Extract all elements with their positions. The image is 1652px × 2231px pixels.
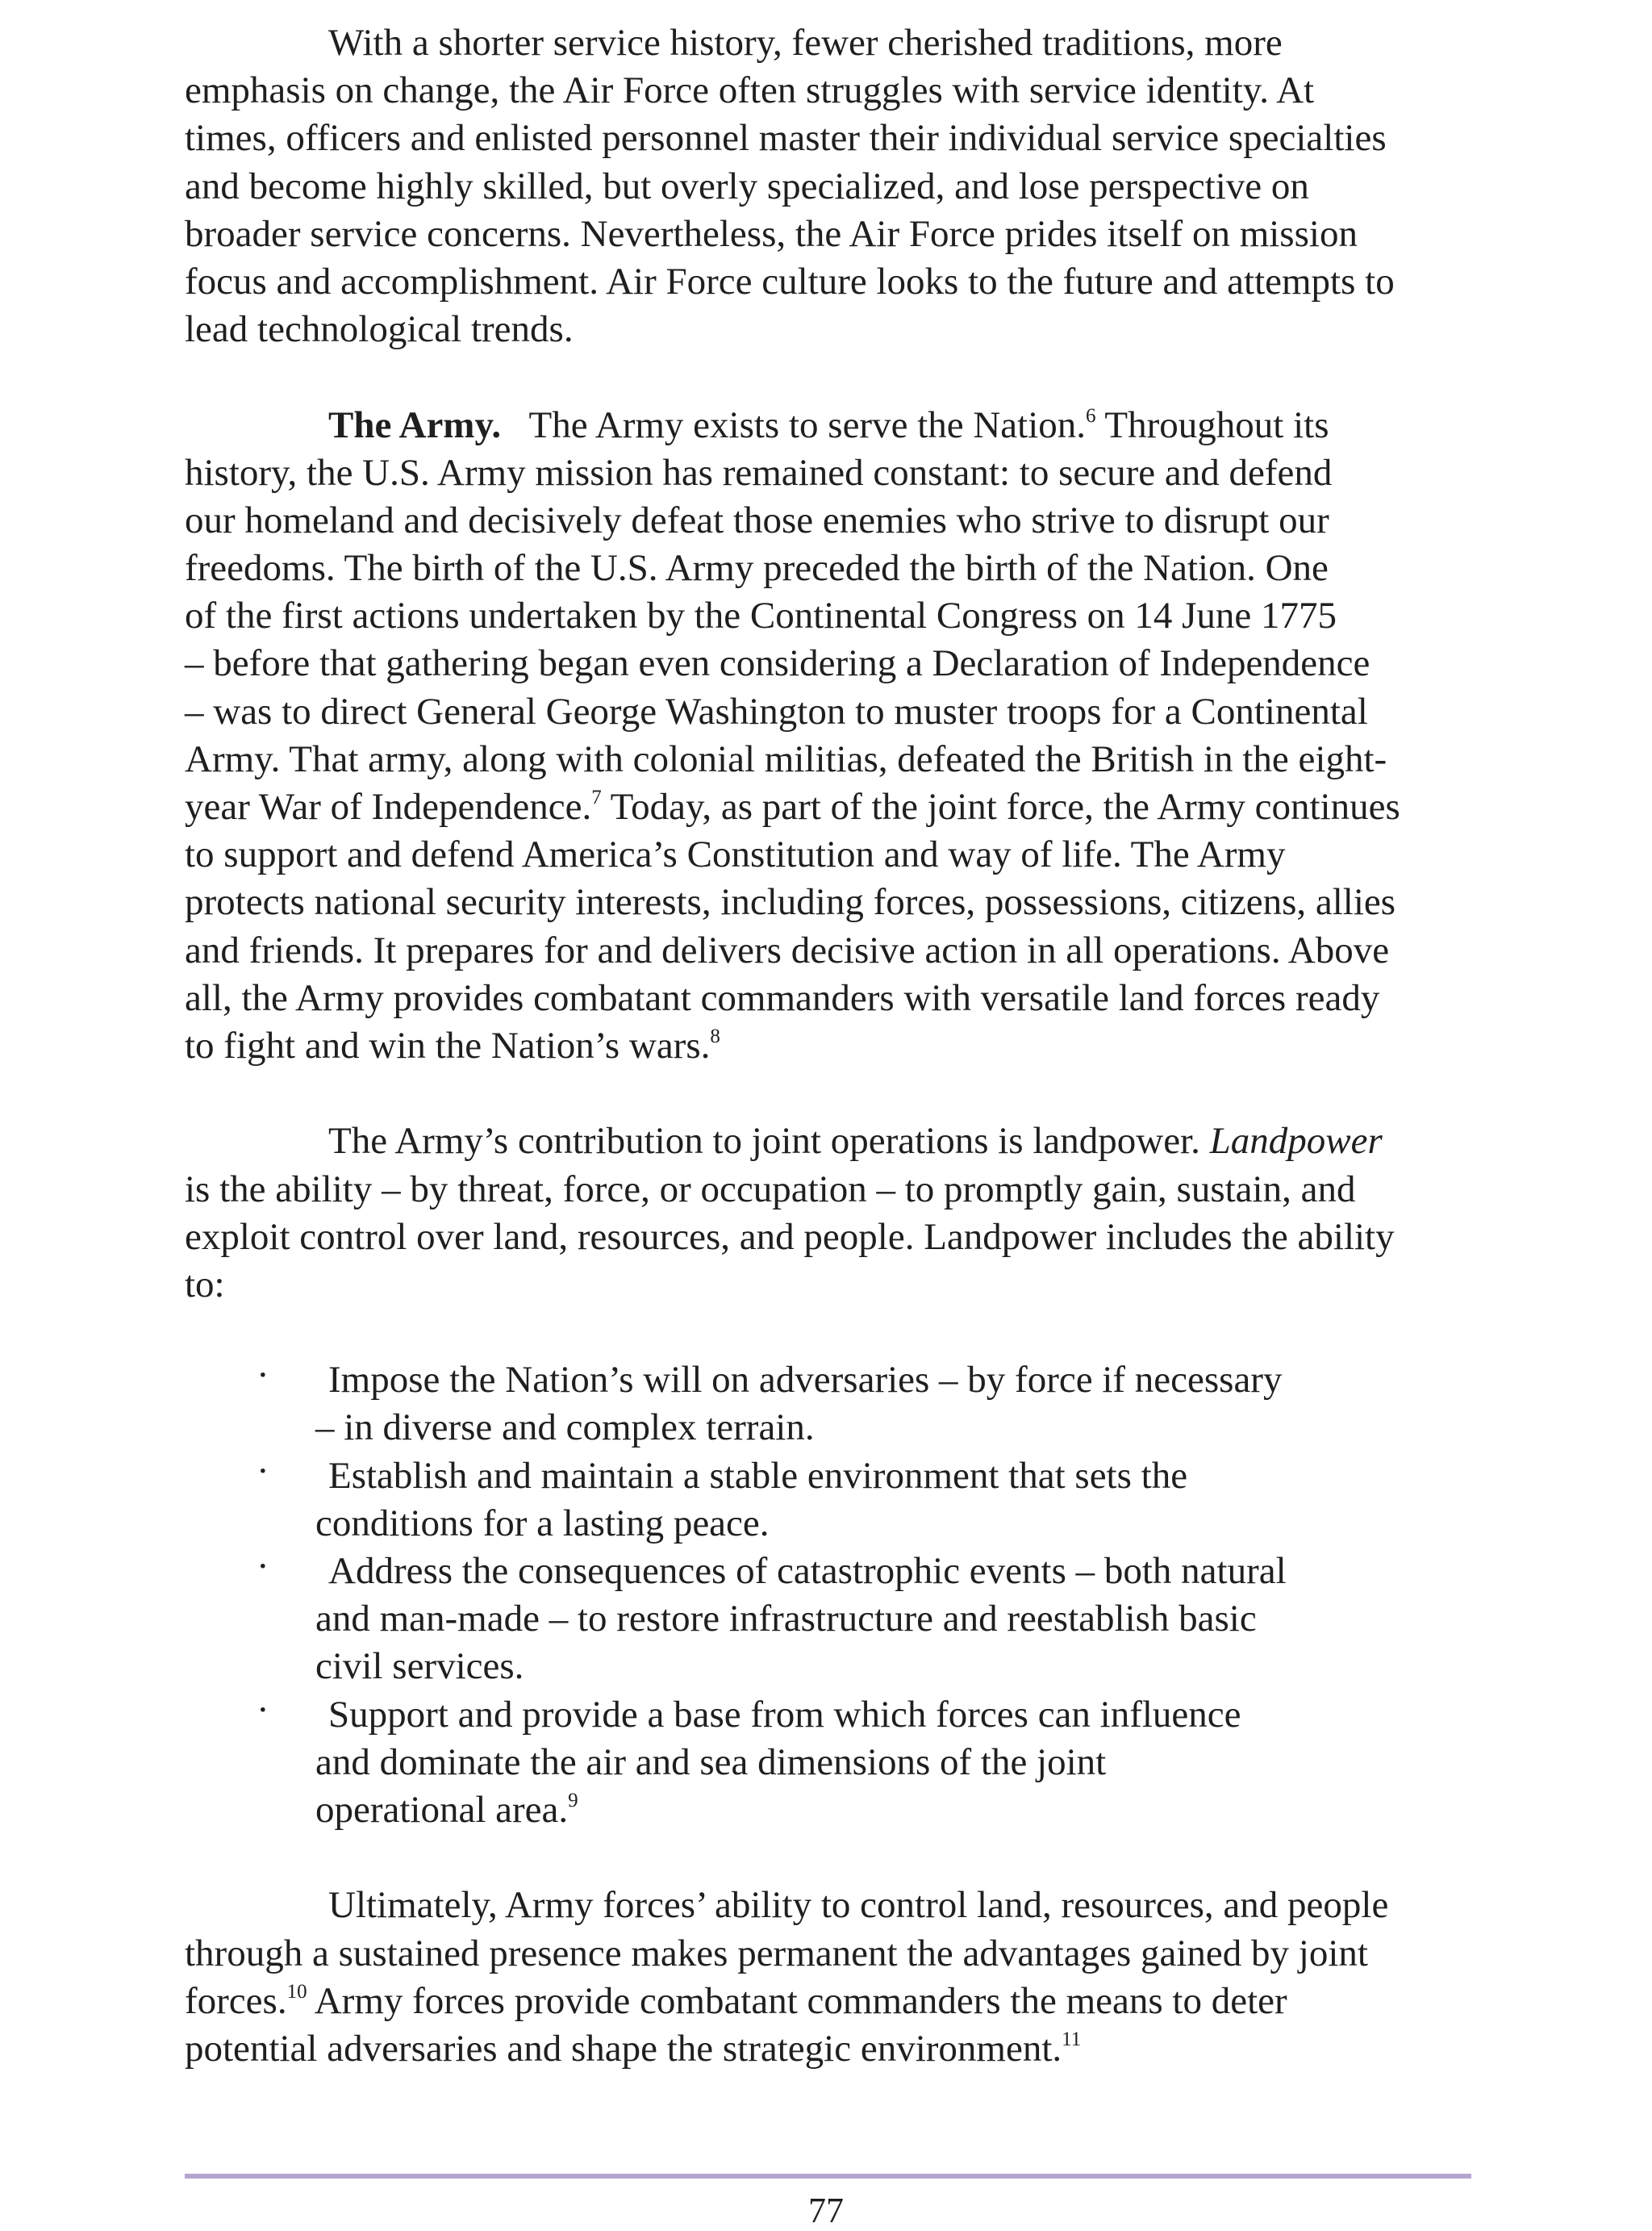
bullet-dot-icon: · [257, 1688, 269, 1731]
list-item [185, 1688, 1475, 1835]
text-line: focus and accomplishment. Air Force culture looks to the future and attempts to [185, 260, 1395, 303]
footnote-marker: 11 [1062, 2028, 1082, 2050]
text-line: – was to direct General George Washington to muster troops for a Continental [185, 690, 1368, 733]
text-line: to: [185, 1263, 225, 1306]
bullet-list [185, 1356, 1475, 1834]
list-item [185, 1545, 1475, 1691]
text-span: Today, as part of the joint force, the Army continues [601, 786, 1400, 828]
footnote-marker: 9 [568, 1789, 578, 1811]
footnote-marker: 6 [1086, 404, 1096, 427]
text-line: emphasis on change, the Air Force often struggles with service identity. At [185, 69, 1315, 112]
text-span: to fight and win the Nation’s wars. [185, 1024, 711, 1067]
section-heading: The Army. [328, 403, 502, 446]
footnote-marker: 10 [286, 1980, 307, 2003]
text-span: Army forces provide combatant commanders the means to deter [307, 1979, 1287, 2022]
text-line: protects national security interests, including forces, possessions, citizens, allies [185, 881, 1396, 924]
paragraph-landpower [185, 1118, 1475, 1309]
bullet-dot-icon: · [257, 1449, 269, 1492]
bullet-dot-icon: · [257, 1545, 269, 1587]
text-line: our homeland and decisively defeat those enemies who strive to disrupt our [185, 499, 1329, 541]
text-span: Address the consequences of catastrophic events – both natural [328, 1550, 1287, 1592]
text-span: The Army’s contribution to joint operations is landpower. [328, 1120, 1210, 1163]
text-span: The Army exists to serve the Nation. [528, 403, 1087, 446]
text-line [185, 1449, 1475, 1500]
list-item [185, 1449, 1475, 1548]
text-span: forces. [185, 1979, 287, 2022]
paragraph-gap [185, 1309, 1475, 1356]
footnote-marker: 8 [710, 1025, 720, 1047]
paragraph-army-forces [185, 1882, 1475, 2073]
text-line: conditions for a lasting peace. [315, 1502, 770, 1544]
text-line: – before that gathering began even considering a Declaration of Independence [185, 642, 1370, 685]
text-line: to support and defend America’s Constitution and way of life. The Army [185, 833, 1286, 876]
footer-rule [185, 2174, 1471, 2179]
text-span: operational area. [315, 1788, 569, 1831]
paragraph-the-army [185, 402, 1475, 1071]
text-line [185, 1545, 1475, 1595]
text-line: history, the U.S. Army mission has remained constant: to secure and defend [185, 451, 1333, 494]
text-line: freedoms. The birth of the U.S. Army preceded the birth of the Nation. One [185, 547, 1329, 590]
text-line [185, 402, 1475, 449]
text-line: all, the Army provides combatant commanders with versatile land forces ready [185, 976, 1380, 1019]
text-span: Throughout its [1095, 403, 1329, 446]
paragraph-gap [185, 1070, 1475, 1118]
text-line: exploit control over land, resources, and people. Landpower includes the ability [185, 1215, 1395, 1258]
text-line [185, 1356, 1475, 1404]
paragraph-air-force-identity [185, 19, 1475, 353]
text-line [185, 1022, 1475, 1070]
text-line: – in diverse and complex terrain. [315, 1406, 815, 1449]
text-line: and friends. It prepares for and delivers decisive action in all operations. Above [185, 929, 1390, 971]
text-line [185, 1688, 1475, 1739]
defined-term: Landpower [1209, 1120, 1383, 1163]
text-line: and man-made – to restore infrastructure and reestablish basic [315, 1598, 1257, 1640]
text-line: through a sustained presence makes permanent the advantages gained by joint [185, 1932, 1368, 1974]
text-line: broader service concerns. Nevertheless, the Air Force prides itself on mission [185, 212, 1358, 255]
document-body [185, 19, 1475, 2073]
text-span: potential adversaries and shape the strategic environment. [185, 2027, 1062, 2070]
text-line [185, 783, 1475, 831]
bullet-dot-icon: · [257, 1354, 269, 1397]
list-item [185, 1356, 1475, 1452]
text-line: civil services. [315, 1645, 524, 1688]
text-span: Impose the Nation’s will on adversaries – by force if necessary [328, 1359, 1283, 1402]
text-line: times, officers and enlisted personnel master their individual service specialties [185, 117, 1387, 160]
text-line: With a shorter service history, fewer cherished traditions, more [328, 22, 1283, 64]
text-line [185, 1118, 1475, 1165]
text-line: Army. That army, along with colonial militias, defeated the British in the eight- [185, 737, 1387, 780]
paragraph-gap [185, 353, 1475, 401]
paragraph-gap [185, 1834, 1475, 1882]
text-span: Establish and maintain a stable environment that sets the [328, 1454, 1188, 1497]
text-line: and become highly skilled, but overly specialized, and lose perspective on [185, 165, 1309, 207]
text-line: Ultimately, Army forces’ ability to control land, resources, and people [328, 1884, 1389, 1927]
text-line: lead technological trends. [185, 308, 574, 351]
text-line: and dominate the air and sea dimensions of the joint [315, 1740, 1107, 1783]
text-line: of the first actions undertaken by the Continental Congress on 14 June 1775 [185, 595, 1337, 637]
text-span: Support and provide a base from which forces can influence [328, 1693, 1241, 1736]
text-line [185, 2025, 1475, 2073]
text-line [185, 1786, 1475, 1834]
text-span: year War of Independence. [185, 786, 592, 828]
text-line: is the ability – by threat, force, or occupation – to promptly gain, sustain, and [185, 1168, 1356, 1210]
page-number: 77 [808, 2191, 844, 2230]
footnote-marker: 7 [591, 787, 602, 808]
text-line [185, 1978, 1475, 2025]
